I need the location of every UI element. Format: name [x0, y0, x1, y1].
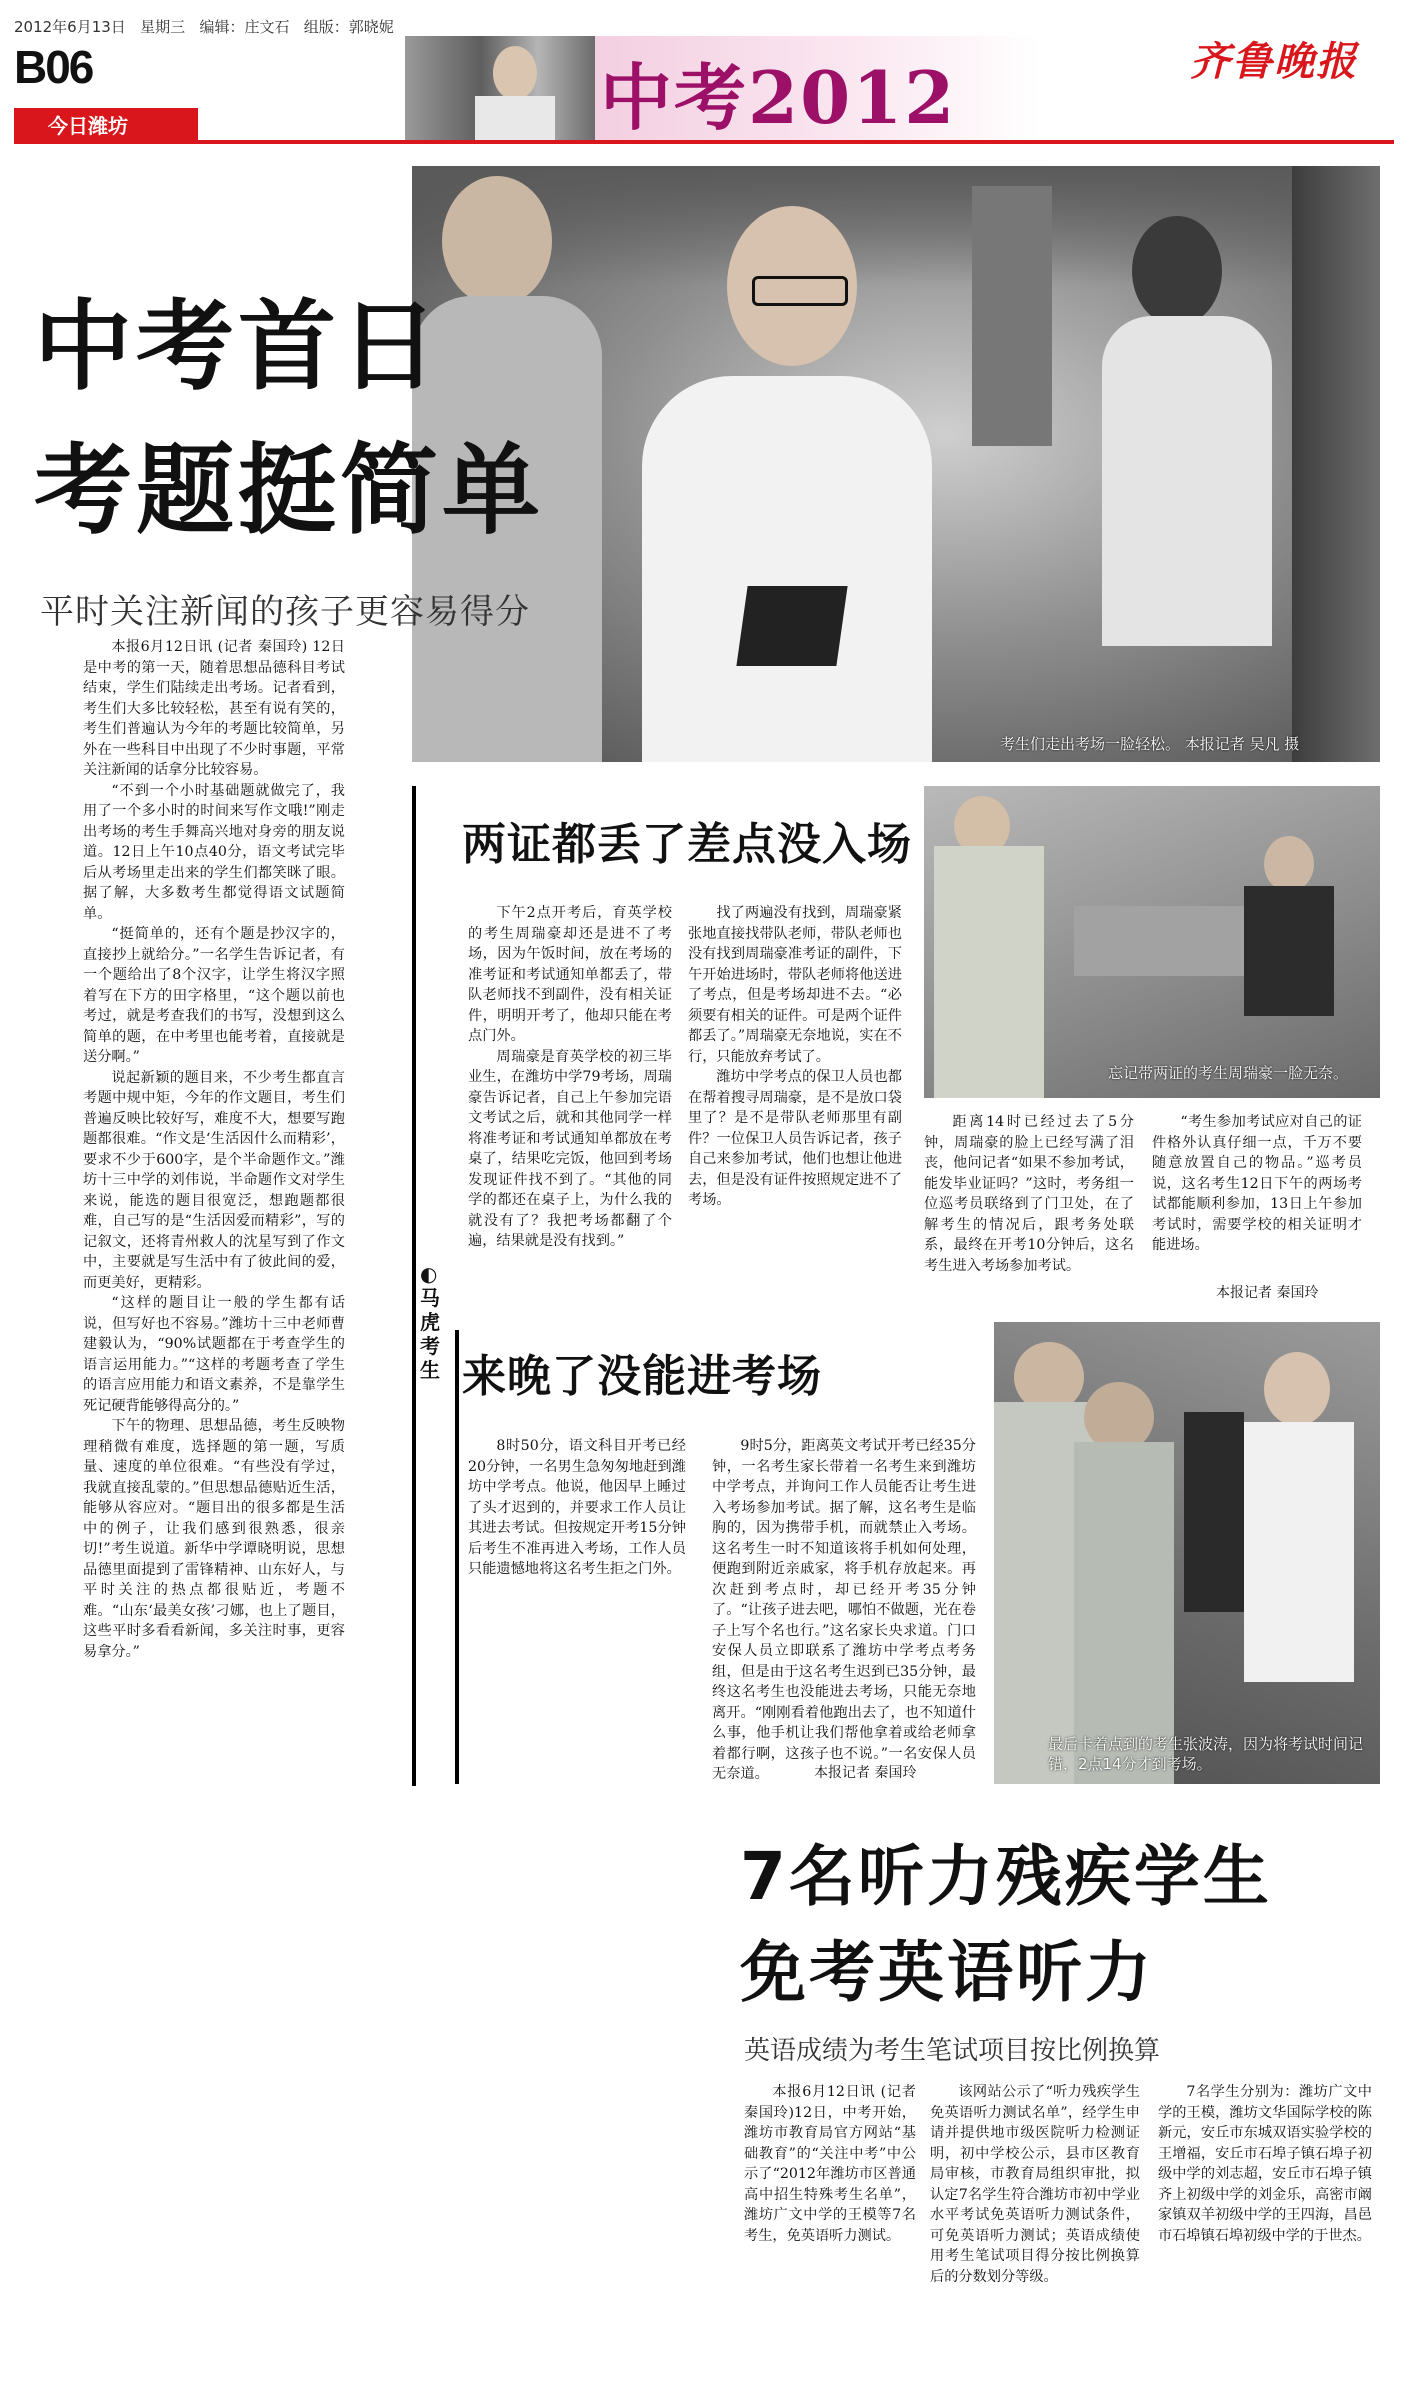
story4-paragraph: 该网站公示了“听力残疾学生免英语听力测试名单”，经学生申请并提供地市级医院听力检测证明，初中学校公示，县市区教育局审核，市教育局组织审批，拟认定7名学生符合潍坊市初中学业水平考试免英语听力测试条件，可免英语听力测试；英语成绩使用考生笔试项目得分按比例换算后的分数划分等级。	[930, 2084, 1140, 2285]
banner-crowd-photo	[405, 36, 595, 140]
story2-byline: 本报记者 秦国玲	[1216, 1285, 1319, 1301]
lead-story-body	[83, 637, 345, 1662]
column-divider	[412, 786, 416, 1786]
column-author-label: ◐马虎考生	[420, 1262, 440, 1382]
page-number: B06	[14, 41, 93, 93]
header-meta	[14, 16, 394, 37]
story3-paragraph: 8时50分，语文科目开考已经20分钟，一名男生急匆匆地赶到潍坊中学考点。他说，他因早上睡过了头才迟到的，并要求工作人员让其进去考试。但按规定开考15分钟后考生不准再进入考场，工作人员只能遗憾地将这名考生拒之门外。	[468, 1438, 686, 1577]
lead-paragraph: 下午的物理、思想品德，考生反映物理稍微有难度，选择题的第一题，写质量、速度的单位很难。“有些没有学过，我就直接乱蒙的。”但思想品德贴近生活，能够从容应对。“题目出的很多都是生活中的例子，让我们感到很熟悉，很亲切!”考生说道。新华中学谭晓明说，思想品德里面提到了雷锋精神、山东好人，与平时关注的热点都很贴近，考题不难。“山东‘最美女孩’刁娜，也上了题目，这些平时多看看新闻，多关注时事，更容易拿分。”	[83, 1418, 345, 1660]
story3-photo	[994, 1322, 1380, 1784]
story2-photo	[924, 786, 1380, 1098]
lead-paragraph: 本报6月12日讯 (记者 秦国玲) 12日是中考的第一天，随着思想品德科目考试结束，学生们陆续走出考场。记者看到，考生们大多比较轻松，甚至有说有笑的，考生们普遍认为今年的考题比较简单，另外在一些科目中出现了不少时事题，平常关注新闻的话拿分比较容易。	[83, 639, 345, 778]
story3-byline: 本报记者 秦国玲	[814, 1765, 917, 1781]
story4-col3	[1158, 2082, 1372, 2246]
story2-paragraph: 周瑞豪是育英学校的初三毕业生，在潍坊中学79考场，周瑞豪告诉记者，自己上午参加完语文考试之后，就和其他同学一样将准考证和考试通知单都放在考桌了，结果吃完饭，他回到考场发现证件找不到了。“其他的同学的都还在桌子上，为什么我的就没有了？我把考场都翻了个遍，结果就是没有找到。”	[468, 1048, 672, 1249]
lead-subheadline: 平时关注新闻的孩子更容易得分	[40, 592, 530, 632]
section-tab: 今日潍坊	[14, 108, 198, 144]
story3-divider	[455, 1330, 459, 1784]
story4-headline-line2: 免考英语听力	[740, 1934, 1154, 2011]
story4-headline-line1: 7名听力残疾学生	[740, 1838, 1272, 1915]
story3-col2	[712, 1436, 976, 1785]
story2-col4	[1152, 1112, 1362, 1256]
issue-date: 2012年6月13日	[14, 18, 126, 36]
story2-col1	[468, 903, 672, 1252]
lead-photo	[412, 166, 1380, 762]
story3-photo-caption: 最后卡着点到的考生张波涛，因为将考试时间记错，2点14分才到考场。	[1048, 1735, 1364, 1773]
story4-col2	[930, 2082, 1140, 2287]
layout-credit: 组版：郭晓妮	[303, 18, 394, 36]
lead-headline-line2: 考题挺简单	[34, 434, 545, 548]
story2-photo-caption: 忘记带两证的考生周瑞豪一脸无奈。	[1108, 1064, 1349, 1082]
newspaper-logo: 齐鲁晚报	[1190, 38, 1358, 85]
story3-paragraph: 9时5分，距离英文考试开考已经35分钟，一名考生家长带着一名考生来到潍坊中学考点，并询问工作人员能否让考生进入考场参加考试。据了解，这名考生是临朐的，因为携带手机，而就禁止入考场。这名考生一时不知道该将手机如何处理，便跑到附近亲戚家，将手机存放起来。再次赶到考点时，却已经开考35分钟了。“让孩子进去吧，哪怕不做题，光在卷子上写个名也行。”这名家长央求道。门口安保人员立即联系了潍坊中学考点考务组，但是由于这名考生迟到已35分钟，最终这名考生也没能进去考场，只能无奈地离开。“刚刚看着他跑出去了，也不知道什么事，他手机让我们帮他拿着或给老师拿着都行啊，这孩子也不说。”一名安保人员无奈道。	[712, 1438, 976, 1782]
story2-paragraph: 潍坊中学考点的保卫人员也都在帮着搜寻周瑞豪，是不是放口袋里了？是不是带队老师那里有副件？一位保卫人员告诉记者，孩子自己来参加考试，他们也想让他进去，但是没有证件按照规定进不了考场。	[688, 1069, 902, 1208]
lead-paragraph: “这样的题目让一般的学生都有话说，但写好也不容易。”潍坊十三中老师曹建毅认为，“90%试题都在于考查学生的语言运用能力。”“这样的考题考查了学生的语言应用能力和语文素养，不是靠学生死记硬背能够得高分的。”	[83, 1295, 345, 1414]
banner-title: 中考2012	[600, 55, 957, 140]
story3-headline: 来晚了没能进考场	[462, 1351, 822, 1402]
story2-paragraph: “考生参加考试应对自己的证件格外认真仔细一点，千万不要随意放置自己的物品。”巡考员说，这名考生12日下午的两场考试都能顺利参加，13日上午参加考试时，需要学校的相关证明才能进场。	[1152, 1114, 1362, 1253]
story2-paragraph: 下午2点开考后，育英学校的考生周瑞豪却还是进不了考场，因为午饭时间，放在考场的准考证和考试通知单都丢了，带队老师找不到副件，没有相关证件，明明开考了，他却只能在考点门外。	[468, 905, 672, 1044]
lead-paragraph: “挺简单的，还有个题是抄汉字的，直接抄上就给分。”一名学生告诉记者，有一个题给出了8个汉字，让学生将汉字照着写在下方的田字格里，“这个题以前也考过，就是考查我们的书写，没想到这么简单的题，在中考里也能考着，直接就是送分啊。”	[83, 926, 345, 1065]
story4-paragraph: 本报6月12日讯 (记者 秦国玲)12日，中考开始，潍坊市教育局官方网站“基础教育”的“关注中考”中公示了“2012年潍坊市区普通高中招生特殊考生名单”，潍坊广文中学的王模等7名考生，免英语听力测试。	[744, 2084, 916, 2244]
story2-headline: 两证都丢了差点没入场	[462, 819, 912, 870]
lead-paragraph: 说起新颖的题目来，不少考生都直言考题中规中矩，今年的作文题目，考生们普遍反映比较好写，难度不大，想要写跑题都很难。“作文是‘生活因什么而精彩’，要求不少于600字，是个半命题作文。”潍坊十三中学的刘伟说，半命题作文对学生来说，能选的题目很宽泛，想跑题都很难，自己写的是“生活因爱而精彩”，写的记叙文，还将青州救人的沈星写到了作文中，主要就是写生活中有了彼此间的爱，而更美好，更精彩。	[83, 1069, 345, 1291]
issue-weekday: 星期三	[140, 18, 186, 36]
story2-paragraph: 找了两遍没有找到，周瑞豪紧张地直接找带队老师，带队老师也没有找到周瑞豪准考证的副件，下午开始进场时，带队老师将他送进了考点，但是考场却进不去。“必须要有相关的证件。可是两个证件都丢了。”周瑞豪无奈地说，实在不行，只能放弃考试了。	[688, 905, 902, 1065]
story2-paragraph: 距离14时已经过去了5分钟，周瑞豪的脸上已经写满了泪丧，他问记者“如果不参加考试，能发毕业证吗？”这时，考务组一位巡考员联络到了门卫处，在了解考生的情况后，跟考务处联系，最终在开考10分钟后，这名考生进入考场参加考试。	[924, 1114, 1134, 1274]
story4-paragraph: 7名学生分别为：潍坊广文中学的王模，潍坊文华国际学校的陈新元，安丘市东城双语实验学校的王增福，安丘市石埠子镇石埠子初级中学的刘志超，安丘市石埠子镇齐上初级中学的刘金乐，高密市阚家镇双羊初级中学的王四海，昌邑市石埠镇石埠初级中学的于世杰。	[1158, 2084, 1372, 2244]
lead-paragraph: “不到一个小时基础题就做完了，我用了一个多小时的时间来写作文哦!”刚走出考场的考生手舞高兴地对身旁的朋友说道。12日上午10点40分，语文考试完毕后从考场里走出来的学生们都笑眯了眼。据了解，大多数考生都觉得语文试题简单。	[83, 782, 345, 922]
story2-col3	[924, 1112, 1134, 1276]
story2-col2	[688, 903, 902, 1211]
editor-credit: 编辑：庄文石	[199, 18, 290, 36]
story4-subheadline: 英语成绩为考生笔试项目按比例换算	[744, 2036, 1161, 2066]
lead-photo-caption: 考生们走出考场一脸轻松。 本报记者 吴凡 摄	[1000, 735, 1300, 753]
story3-col1	[468, 1436, 686, 1580]
story4-col1	[744, 2082, 916, 2246]
bullet-icon: ◐	[420, 1262, 438, 1286]
lead-headline-line1: 中考首日	[34, 290, 443, 404]
